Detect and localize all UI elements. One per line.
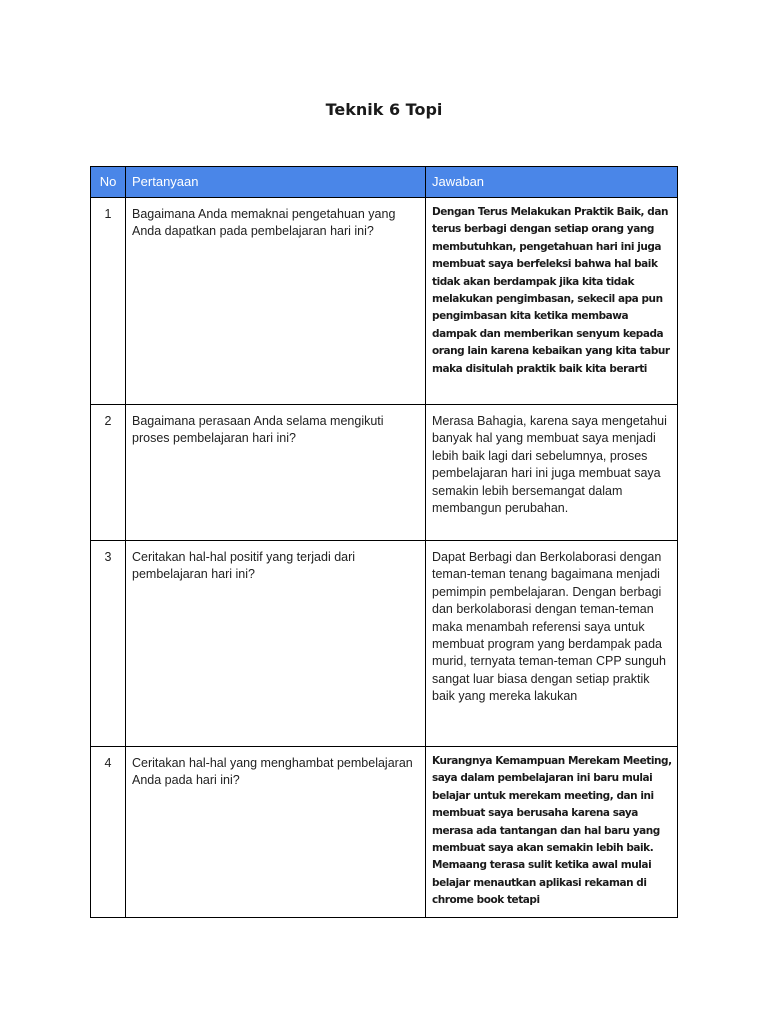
table-body	[91, 198, 678, 918]
answer-cell: Dapat Berbagi dan Berkolaborasi dengan teman-teman tenang bagaimana menjadi pemimpin pembelajaran. Dengan berbagi dan berkolaborasi dengan teman-teman maka menambah referensi saya untuk membuat program yang berdampak pada murid, ternyata teman-teman CPP sunguh sangat luar biasa dengan setiap praktik baik yang mereka lakukan	[426, 541, 678, 747]
question-cell: Ceritakan hal-hal positif yang terjadi dari pembelajaran hari ini?	[126, 541, 426, 747]
header-row	[91, 167, 678, 198]
table-row	[91, 747, 678, 918]
question-cell: Bagaimana Anda memaknai pengetahuan yang Anda dapatkan pada pembelajaran hari ini?	[126, 198, 426, 405]
header-question: Pertanyaan	[126, 167, 426, 198]
row-number: 4	[91, 747, 126, 918]
answer-cell: Merasa Bahagia, karena saya mengetahui banyak hal yang membuat saya menjadi lebih baik lagi dari sebelumnya, proses pembelajaran hari ini juga membuat saya semakin lebih bersemangat dalam membangun perubahan.	[426, 405, 678, 541]
row-number: 2	[91, 405, 126, 541]
header-no: No	[91, 167, 126, 198]
row-number: 1	[91, 198, 126, 405]
reflection-table	[90, 166, 678, 918]
header-answer: Jawaban	[426, 167, 678, 198]
table-header	[91, 167, 678, 198]
answer-cell: Kurangnya Kemampuan Merekam Meeting, saya dalam pembelajaran ini baru mulai belajar untuk merekam meeting, dan ini membuat saya berusaha karena saya merasa ada tantangan dan hal baru yang membuat saya akan semakin lebih baik. Memaang terasa sulit ketika awal mulai belajar menautkan aplikasi rekaman di chrome book tetapi	[426, 747, 678, 918]
table-row	[91, 541, 678, 747]
question-cell: Ceritakan hal-hal yang menghambat pembelajaran Anda pada hari ini?	[126, 747, 426, 918]
answer-cell: Dengan Terus Melakukan Praktik Baik, dan terus berbagi dengan setiap orang yang membutuhkan, pengetahuan hari ini juga membuat saya berfeleksi bahwa hal baik tidak akan berdampak jika kita tidak melakukan pengimbasan, sekecil apa pun pengimbasan kita ketika membawa dampak dan memberikan senyum kepada orang lain karena kebaikan yang kita tabur maka disitulah praktik baik kita berarti	[426, 198, 678, 405]
table-row	[91, 405, 678, 541]
table-row	[91, 198, 678, 405]
document-title: Teknik 6 Topi	[325, 100, 443, 119]
question-cell: Bagaimana perasaan Anda selama mengikuti proses pembelajaran hari ini?	[126, 405, 426, 541]
row-number: 3	[91, 541, 126, 747]
